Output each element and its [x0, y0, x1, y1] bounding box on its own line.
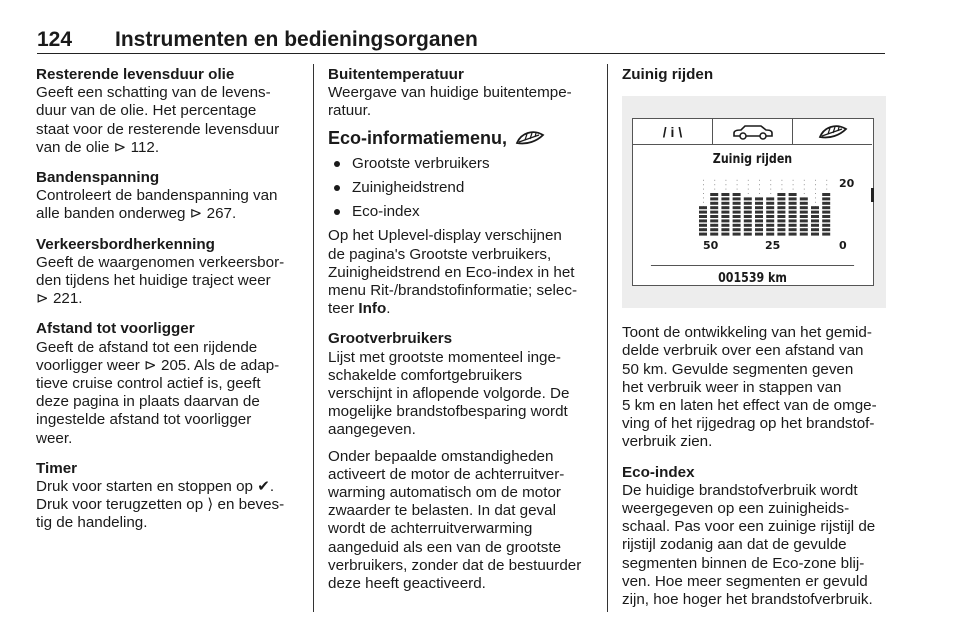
eco-menu-title: Eco-informatiemenu, [328, 127, 508, 148]
bar-segment [777, 228, 785, 231]
grid-dot [815, 184, 816, 185]
bar-segment [777, 211, 785, 214]
text-line: aangegeven. [328, 421, 416, 439]
bar-segment [744, 215, 752, 218]
bar-segment [766, 198, 774, 201]
bar-segment [822, 211, 830, 214]
car-icon [731, 123, 775, 141]
text-line: weergegeven op een zuinigheids- [622, 500, 850, 518]
grid-dot [804, 193, 805, 194]
bar-segment [822, 193, 830, 196]
section-oil-life [36, 66, 298, 157]
grid-dot [826, 184, 827, 185]
bar-segment [699, 211, 707, 214]
text-line: ingestelde afstand tot voorligger [36, 411, 252, 429]
text-line: Geeft de afstand tot een rijdende [36, 338, 258, 356]
text-line: van de olie ⊳ 112. [36, 138, 160, 156]
bar-segment [721, 220, 729, 223]
bar-segment [789, 224, 797, 227]
text-line: weer. [36, 429, 73, 447]
bar-segment [699, 224, 707, 227]
text-line: staat voor de resterende levensduur [36, 120, 280, 138]
text-line: alle banden onderweg ⊳ 267. [36, 205, 237, 223]
text-line: warming automatisch om de motor [328, 484, 561, 502]
column-divider [607, 64, 608, 612]
list-item: Grootste verbruikers [328, 155, 594, 173]
grid-dot [826, 189, 827, 190]
bar-segment [721, 193, 729, 196]
section-eco-description [328, 227, 594, 318]
bar-segment [721, 202, 729, 205]
bar-segment [766, 202, 774, 205]
grid-dot [759, 184, 760, 185]
bar-segment [744, 220, 752, 223]
page-number: 124 [37, 28, 73, 51]
text-line: Onder bepaalde omstandigheden [328, 447, 554, 465]
odometer: 001539 km [651, 265, 854, 288]
tab-road-info [633, 119, 713, 144]
grid-dot [725, 189, 726, 190]
info-term: Info [358, 300, 387, 318]
bar-segment [822, 198, 830, 201]
grid-dot [759, 189, 760, 190]
text-line: Geeft de waargenomen verkeersbor- [36, 253, 285, 271]
tab-eco [793, 119, 872, 144]
bar-segment [744, 211, 752, 214]
text-line: den tijdens het huidige traject weer [36, 272, 271, 290]
page-header [37, 20, 885, 54]
text-line: Druk voor starten en stoppen op ✔. [36, 478, 275, 496]
bar-segment [811, 228, 819, 231]
bar-segment [733, 215, 741, 218]
text-line: menu Rit-/brandstofinformatie; selec- [328, 282, 578, 300]
bar-segment [710, 202, 718, 205]
column-left [36, 66, 298, 545]
bar-segment [766, 220, 774, 223]
grid-dot [725, 180, 726, 181]
text-line: het verbruik weer in stappen van [622, 378, 842, 396]
text-line: voorligger weer ⊳ 205. Als de adap- [36, 356, 280, 374]
text-line: duur van de olie. Het percentage [36, 102, 257, 120]
bar-segment [800, 228, 808, 231]
section-heading: Grootverbruikers [328, 330, 453, 348]
bar-segment [733, 220, 741, 223]
grid-dot [748, 180, 749, 181]
grid-dot [737, 184, 738, 185]
grid-dot [748, 184, 749, 185]
text-line: tig de handeling. [36, 514, 148, 532]
grid-dot [714, 180, 715, 181]
bar-segment [811, 206, 819, 209]
section-heading: Resterende levensduur olie [36, 66, 235, 83]
text-line: 5 km en laten het effect van de omge- [622, 397, 877, 415]
text-line: ving of het rijgedrag op het brandstof- [622, 415, 875, 433]
bar-segment [744, 228, 752, 231]
bar-segment [822, 228, 830, 231]
text-line: Weergave van huidige buitentempe- [328, 84, 572, 102]
bar-segment [789, 220, 797, 223]
grid-dot [815, 189, 816, 190]
bar-segment [733, 198, 741, 201]
grid-dot [781, 189, 782, 190]
grid-dot [748, 189, 749, 190]
bar-segment [721, 224, 729, 227]
road-info-icon: / i \ [662, 123, 683, 140]
section-heading: Buitentemperatuur [328, 66, 464, 83]
text-line: aangeduid als een van de grootste [328, 538, 562, 556]
bar-segment [710, 198, 718, 201]
text-line: verschijnt in aflopende volgorde. De [328, 385, 570, 403]
display-screen [632, 118, 874, 286]
bar-segment [710, 228, 718, 231]
bar-segment [777, 193, 785, 196]
display-tabs [633, 119, 872, 145]
bar-segment [777, 202, 785, 205]
bar-segment [811, 224, 819, 227]
column-right [622, 66, 888, 621]
bar-segment [755, 206, 763, 209]
grid-dot [770, 193, 771, 194]
bar-segment [755, 228, 763, 231]
bar-segment [721, 198, 729, 201]
grid-dot [826, 180, 827, 181]
grid-dot [725, 184, 726, 185]
bar-segment [811, 233, 819, 236]
column-middle [328, 66, 594, 605]
bar-segment [800, 198, 808, 201]
grid-dot [703, 193, 704, 194]
eco-leaf-icon [515, 129, 545, 147]
bar-segment [744, 202, 752, 205]
text-line: 50 km. Gevulde segmenten geven [622, 360, 854, 378]
bar-segment [766, 206, 774, 209]
text-line: mogelijke brandstofbesparing wordt [328, 403, 568, 421]
bar-segment [800, 220, 808, 223]
section-heading: Timer [36, 459, 78, 477]
bar-segment [710, 233, 718, 236]
bar-segment [822, 202, 830, 205]
bar-segment [777, 215, 785, 218]
text-line: tieve cruise control actief is, geeft [36, 375, 261, 393]
bar-segment [777, 198, 785, 201]
bar-segment [755, 220, 763, 223]
grid-dot [815, 202, 816, 203]
eco-menu-heading [328, 129, 594, 147]
text-line: deze heeft geactiveerd. [328, 575, 486, 593]
grid-dot [815, 180, 816, 181]
section-economy-trend [622, 324, 888, 451]
grid-dot [815, 198, 816, 199]
text-fragment: . [386, 300, 391, 318]
section-outside-temp [328, 66, 594, 121]
section-rear-window [328, 448, 594, 594]
text-line: schaal. Pas voor een zuinige rijstijl de [622, 518, 876, 536]
bar-segment [789, 228, 797, 231]
bar-segment [789, 202, 797, 205]
section-heading: Zuinig rijden [622, 66, 714, 83]
grid-dot [714, 189, 715, 190]
bar-segment [789, 193, 797, 196]
bar-segment [721, 206, 729, 209]
grid-dot [759, 180, 760, 181]
bar-segment [755, 211, 763, 214]
bar-segment [699, 206, 707, 209]
bar-segment [777, 206, 785, 209]
bar-segment [789, 206, 797, 209]
grid-dot [759, 193, 760, 194]
text-line: ven. Hoe meer segmenten er gevuld [622, 572, 868, 590]
bar-segment [710, 215, 718, 218]
grid-dot [770, 189, 771, 190]
bar-segment [800, 211, 808, 214]
bar-segment [822, 220, 830, 223]
bar-segment [800, 215, 808, 218]
bar-segment [777, 224, 785, 227]
eco-leaf-icon [818, 123, 848, 141]
text-line: zwaarder te belasten. In dat geval [328, 502, 556, 520]
grid-dot [793, 189, 794, 190]
grid-dot [804, 184, 805, 185]
grid-dot [781, 180, 782, 181]
grid-dot [770, 184, 771, 185]
text-line: verbruik zien. [622, 433, 713, 451]
text-line: Op het Uplevel-display verschijnen [328, 227, 562, 245]
bar-segment [777, 233, 785, 236]
bar-segment [789, 233, 797, 236]
bar-segment [710, 224, 718, 227]
text-fragment: teer [328, 300, 359, 318]
bar-segment [822, 224, 830, 227]
bar-segment [811, 220, 819, 223]
section-heading: Eco-index [622, 463, 695, 481]
bar-segment [733, 206, 741, 209]
grid-dot [703, 180, 704, 181]
section-eco-index [622, 464, 888, 610]
bar-segment [721, 233, 729, 236]
bar-segment [811, 211, 819, 214]
bar-segment [766, 215, 774, 218]
bar-segment [721, 211, 729, 214]
grid-dot [703, 198, 704, 199]
page-title: Instrumenten en bedieningsorganen [115, 28, 478, 51]
text-line: Zuinigheidstrend en Eco-index in het [328, 263, 575, 281]
text-line: ratuur. [328, 102, 372, 120]
text-line: Controleert de bandenspanning van [36, 187, 278, 205]
section-heading: Afstand tot voorligger [36, 320, 195, 338]
bar-segment [800, 206, 808, 209]
text-line: De huidige brandstofverbruik wordt [622, 481, 858, 499]
text-line: schakelde comfortgebruikers [328, 366, 523, 384]
text-line: segmenten binnen de Eco-zone blij- [622, 554, 865, 572]
grid-dot [793, 184, 794, 185]
bar-segment [766, 228, 774, 231]
bar-segment [733, 202, 741, 205]
grid-dot [804, 189, 805, 190]
list-item: Zuinigheidstrend [328, 179, 594, 197]
grid-dot [703, 202, 704, 203]
grid-dot [748, 193, 749, 194]
bar-segment [755, 224, 763, 227]
bar-segment [721, 215, 729, 218]
bar-segment [755, 233, 763, 236]
text-line: zijn, hoe hoger het brandstofverbruik. [622, 591, 873, 609]
text-line: delde verbruik over een afstand van [622, 342, 864, 360]
bar-segment [710, 193, 718, 196]
section-following-distance [36, 320, 298, 447]
grid-dot [815, 193, 816, 194]
text-line: deze pagina in plaats daarvan de [36, 393, 260, 411]
bar-segment [800, 233, 808, 236]
text-line: rijstijl zodanig aan dat de gevulde [622, 536, 847, 554]
display-title: Zuinig rijden [712, 152, 793, 168]
display-figure [622, 96, 886, 308]
bar-segment [733, 224, 741, 227]
grid-dot [703, 184, 704, 185]
bar-segment [766, 233, 774, 236]
bar-segment [744, 224, 752, 227]
section-traffic-sign [36, 236, 298, 309]
bar-segment [710, 211, 718, 214]
text-line: Geeft een schatting van de levens- [36, 84, 271, 102]
bar-segment [755, 202, 763, 205]
text-line: activeert de motor de achterruitver- [328, 465, 565, 483]
section-heading: Verkeersbordherkenning [36, 235, 215, 253]
grid-dot [737, 180, 738, 181]
bar-segment [800, 202, 808, 205]
axis-label-50: 50 [703, 239, 719, 253]
list-item: Eco-index [328, 203, 594, 221]
bar-segment [766, 211, 774, 214]
bar-segment [744, 233, 752, 236]
text-line: ⊳ 221. [36, 290, 83, 308]
bar-segment [811, 215, 819, 218]
text-line: wordt de achterruitverwarming [328, 520, 533, 538]
bar-segment [755, 215, 763, 218]
grid-dot [793, 180, 794, 181]
bar-segment [822, 206, 830, 209]
bar-segment [733, 193, 741, 196]
bar-segment [744, 206, 752, 209]
axis-label-25: 25 [765, 239, 781, 253]
eco-menu-list [328, 155, 594, 222]
grid-dot [781, 184, 782, 185]
bar-segment [721, 228, 729, 231]
grid-dot [714, 184, 715, 185]
scroll-indicator [871, 188, 874, 202]
grid-dot [703, 189, 704, 190]
grid-dot [737, 189, 738, 190]
bar-segment [822, 215, 830, 218]
section-tire-pressure [36, 169, 298, 224]
section-heading: Bandenspanning [36, 169, 160, 187]
text-line: Lijst met grootste momenteel inge- [328, 348, 561, 366]
bar-segment [733, 233, 741, 236]
axis-label-0: 0 [839, 239, 847, 253]
text-line: de pagina's Grootste verbruikers, [328, 245, 552, 263]
text-line: Druk voor terugzetten op ⟩ en beves- [36, 496, 285, 514]
bar-segment [699, 215, 707, 218]
section-big-consumers [328, 330, 594, 439]
tab-vehicle [713, 119, 793, 144]
bar-segment [744, 198, 752, 201]
bar-segment [755, 198, 763, 201]
bar-segment [789, 215, 797, 218]
column-divider [313, 64, 314, 612]
section-timer [36, 460, 298, 533]
bar-segment [766, 224, 774, 227]
bar-segment [800, 224, 808, 227]
bar-segment [710, 220, 718, 223]
bar-segment [789, 198, 797, 201]
bar-segment [699, 228, 707, 231]
text-line [328, 300, 594, 318]
bar-segment [699, 233, 707, 236]
axis-label-max: 20 [839, 177, 855, 191]
bar-segment [733, 228, 741, 231]
bar-segment [822, 233, 830, 236]
bar-segment [777, 220, 785, 223]
text-line: verbruikers, zonder dat de bestuurder [328, 556, 582, 574]
grid-dot [770, 180, 771, 181]
bar-segment [789, 211, 797, 214]
bar-segment [699, 220, 707, 223]
text-line: Toont de ontwikkeling van het gemid- [622, 324, 872, 342]
bar-segment [710, 206, 718, 209]
bar-segment [733, 211, 741, 214]
grid-dot [804, 180, 805, 181]
